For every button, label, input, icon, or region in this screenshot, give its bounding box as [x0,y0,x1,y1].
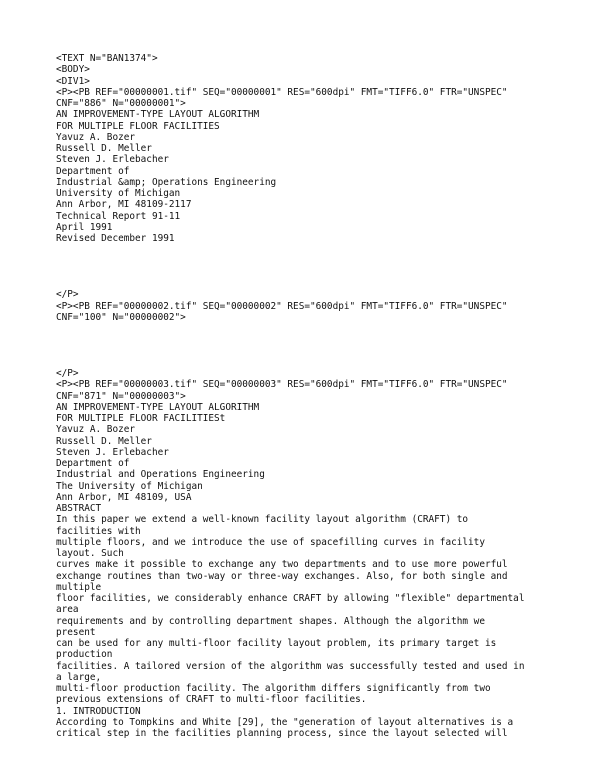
text-line: AN IMPROVEMENT-TYPE LAYOUT ALGORITHM [56,109,260,121]
text-line: Yavuz A. Bozer [56,131,136,143]
blank-line [56,357,576,368]
text-line: Steven J. Erlebacher [56,446,169,458]
text-line: previous extensions of CRAFT to multi-floor facilities. [56,694,367,706]
text-line: CNF="886" N="00000001"> [56,98,186,109]
text-line: multiple floors, and we introduce the use of spacefilling curves in facility [56,536,485,548]
text-line: layout. Such [56,548,124,559]
text-line: AN IMPROVEMENT-TYPE LAYOUT ALGORITHM [56,401,260,413]
blank-line [56,346,576,357]
text-line: Department of [56,165,130,177]
blank-line [56,278,576,289]
text-line: exchange routines than two-way or three-way exchanges. Also, for both single and [56,570,508,582]
text-line: curves make it possible to exchange any two departments and to use more powerful [56,559,508,571]
text-line: Ann Arbor, MI 48109, USA [56,491,192,503]
text-line: Technical Report 91-11 [56,210,181,222]
text-line: multi-floor production facility. The algorithm differs significantly from two [56,683,491,694]
text-line: Yavuz A. Bozer [56,424,136,436]
text-line: </P> [56,368,79,379]
text-line: can be used for any multi-floor facility layout problem, its primary target is [56,638,497,649]
text-line: </P> [56,289,79,301]
text-line: FOR MULTIPLE FLOOR FACILITIESt [56,413,226,424]
text-line: FOR MULTIPLE FLOOR FACILITIES [56,120,220,132]
text-line: <P><PB REF="00000003.tif" SEQ="00000003" RES="600dpi" FMT="TIFF6.0" FTR="UNSPEC" [56,379,508,391]
text-line: Industrial and Operations Engineering [56,469,265,481]
text-line: <P><PB REF="00000001.tif" SEQ="00000001" RES="600dpi" FMT="TIFF6.0" FTR="UNSPEC" [56,86,508,98]
text-line: requirements and by controlling department shapes. Although the algorithm we [56,615,485,627]
document-text [56,53,576,739]
text-line: <DIV1> [56,75,90,87]
text-line: a large, [56,671,102,683]
text-line: University of Michigan [56,188,181,199]
blank-line [56,244,576,255]
text-line: facilities with [56,525,141,537]
text-line: Russell D. Meller [56,435,152,447]
text-line: Industrial &amp; Operations Engineering [56,176,277,188]
text-line: facilities. A tailored version of the algorithm was successfully tested and used in [56,660,525,672]
text-line: ABSTRACT [56,503,102,514]
text-line: April 1991 [56,221,113,233]
text-line: <TEXT N="BAN1374"> [56,53,158,64]
blank-line [56,334,576,345]
blank-line [56,267,576,278]
text-line: multiple [56,581,102,593]
text-line: CNF="100" N="00000002"> [56,311,186,323]
text-line: Department of [56,458,130,469]
text-line: In this paper we extend a well-known facility layout algorithm (CRAFT) to [56,514,469,526]
text-line: <P><PB REF="00000002.tif" SEQ="00000002" RES="600dpi" FMT="TIFF6.0" FTR="UNSPEC" [56,300,508,312]
blank-line [56,323,576,334]
text-line: <BODY> [56,64,90,76]
text-line: Steven J. Erlebacher [56,154,169,166]
text-line: Revised December 1991 [56,233,175,244]
text-line: critical step in the facilities planning process, since the layout selected will [56,728,508,739]
text-line: According to Tompkins and White [29], the "generation of layout alternatives is a [56,716,514,728]
text-line: Russell D. Meller [56,143,152,154]
text-line: Ann Arbor, MI 48109-2117 [56,199,192,211]
text-line: 1. INTRODUCTION [56,705,141,717]
text-line: floor facilities, we considerably enhance CRAFT by allowing "flexible" departmental [56,593,525,604]
blank-line [56,256,576,267]
text-line: production [56,649,113,661]
text-line: present [56,626,96,638]
text-line: The University of Michigan [56,480,203,492]
text-line: area [56,604,79,616]
text-line: CNF="871" N="00000003"> [56,390,186,402]
